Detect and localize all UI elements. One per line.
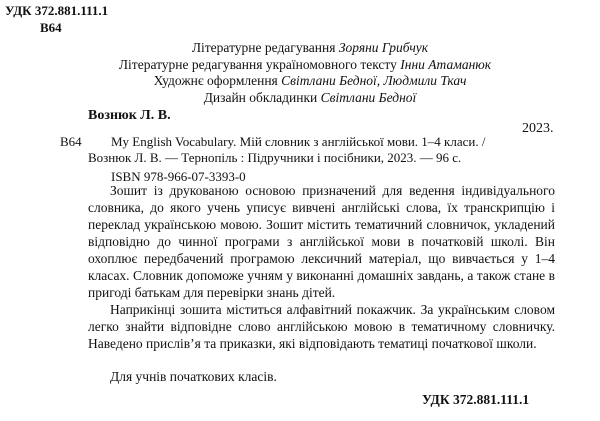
credit-role: Дизайн обкладинки <box>203 89 318 105</box>
year-overlay: 2023. <box>522 121 554 136</box>
annotation-paragraph-2: Наприкінці зошита міститься алфавітний покажчик. За українським словом легко знайти відповідне слово англійською мовою в тематичному словничку. Наведено прислів’я та приказки, які відповідають тематиці початкової школи. <box>88 302 555 351</box>
bib-title-line: My English Vocabulary. Мій словник з англійської мови. 1–4 класи. / <box>111 134 486 149</box>
credit-line-cover <box>0 90 600 107</box>
credit-name: Світлани Бедної <box>320 89 417 105</box>
udk-code-top: УДК 372.881.111.1 <box>5 3 109 18</box>
author-heading: Вознюк Л. В. <box>88 108 171 123</box>
credit-name: Світлани Бедної, Людмили Ткач <box>281 73 467 88</box>
credit-role: Літературне редагування україномовного тексту <box>118 56 397 72</box>
bib-code: В64 <box>60 134 82 149</box>
credit-line-ukr-editor <box>0 57 600 74</box>
annotation-paragraph-audience: Для учнів початкових класів. <box>110 369 277 384</box>
annotation-paragraph-1: Зошит із друкованою основою призначений для ведення індивідуального словника, до якого учень уписує вивчені англійські слова, їх транскрипцію і переклад українською мовою. Зошит містить тематичний словничок, укладений відповідно до чинної програми з англійської мови в початковій школі. Він охоплює передбачений програмою лексичний матеріал, що вивчається у 1–4 класах. Словник допоможе учням у виконанні домашніх завдань, а також стане в пригоді батькам для перевірки знань дітей. <box>88 183 555 300</box>
udk-code-bottom: УДК 372.881.111.1 <box>422 392 530 407</box>
bbk-code-top: В64 <box>40 20 62 35</box>
credit-line-editor <box>0 40 600 57</box>
credit-line-art <box>0 73 600 90</box>
credits-block <box>0 40 600 106</box>
bib-author-line: Вознюк Л. В. — Тернопіль : Підручники і посібники, 2023. — 96 с. <box>88 150 462 165</box>
isbn: ISBN 978-966-07-3393-0 <box>111 169 246 184</box>
credit-name: Інни Атаманюк <box>400 56 492 72</box>
credit-name: Зоряни Грибчук <box>338 40 429 55</box>
credit-role: Літературне редагування <box>191 40 336 55</box>
credit-role: Художнє оформлення <box>153 73 278 88</box>
